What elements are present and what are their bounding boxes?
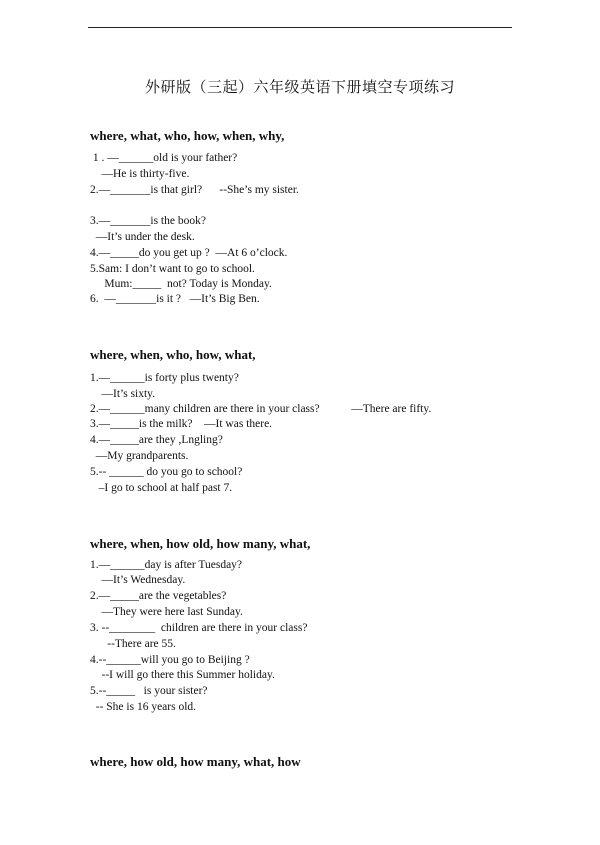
s3-line-8: --I will go there this Summer holiday. — [90, 669, 275, 681]
s3-line-6: --There are 55. — [90, 638, 176, 650]
s2-line-2: —It’s sixty. — [90, 388, 156, 400]
s1-line-7: 5.Sam: I don’t want to go to school. — [90, 263, 255, 275]
s3-line-1: 1.—______day is after Tuesday? — [90, 559, 243, 571]
s1-line-2: —He is thirty-five. — [90, 168, 190, 180]
s2-line-5: 4.—_____are they ,Lngling? — [90, 434, 223, 446]
s3-line-5: 3. --________ children are there in your class? — [90, 622, 308, 634]
top-rule — [88, 27, 512, 28]
section-2-heading: where, when, who, how, what, — [90, 347, 256, 362]
s2-line-7: 5.-- ______ do you go to school? — [90, 466, 243, 478]
section-3-heading: where, when, how old, how many, what, — [90, 536, 311, 551]
s2-line-6: —My grandparents. — [90, 450, 189, 462]
s1-line-5: —It’s under the desk. — [90, 231, 195, 243]
s3-line-9: 5.--_____ is your sister? — [90, 685, 208, 697]
s1-line-8: Mum:_____ not? Today is Monday. — [90, 278, 272, 290]
section-4-heading: where, how old, how many, what, how — [90, 754, 301, 769]
s3-line-4: —They were here last Sunday. — [90, 606, 243, 618]
s2-line-8: –I go to school at half past 7. — [90, 482, 233, 494]
s3-line-10: -- She is 16 years old. — [90, 701, 197, 713]
s3-line-3: 2.—_____are the vegetables? — [90, 590, 227, 602]
s1-line-4: 3.—_______is the book? — [90, 215, 206, 227]
s2-line-3: 2.—______many children are there in your class? —There are fifty. — [90, 403, 432, 415]
s1-line-6: 4.—_____do you get up ? —At 6 o’clock. — [90, 247, 288, 259]
s1-line-9: 6. —_______is it ? —It’s Big Ben. — [90, 293, 260, 305]
section-1-heading: where, what, who, how, when, why, — [90, 128, 285, 143]
s1-line-3: 2.—_______is that girl? --She’s my sister. — [90, 184, 299, 196]
s2-line-1: 1.—______is forty plus twenty? — [90, 372, 239, 384]
s3-line-7: 4.--______will you go to Beijing ? — [90, 654, 250, 666]
s2-line-4: 3.—_____is the milk? —It was there. — [90, 418, 273, 430]
s3-line-2: —It’s Wednesday. — [90, 574, 186, 586]
page-title: 外研版（三起）六年级英语下册填空专项练习 — [144, 78, 455, 96]
s1-line-1: 1 . —______old is your father? — [90, 152, 238, 164]
